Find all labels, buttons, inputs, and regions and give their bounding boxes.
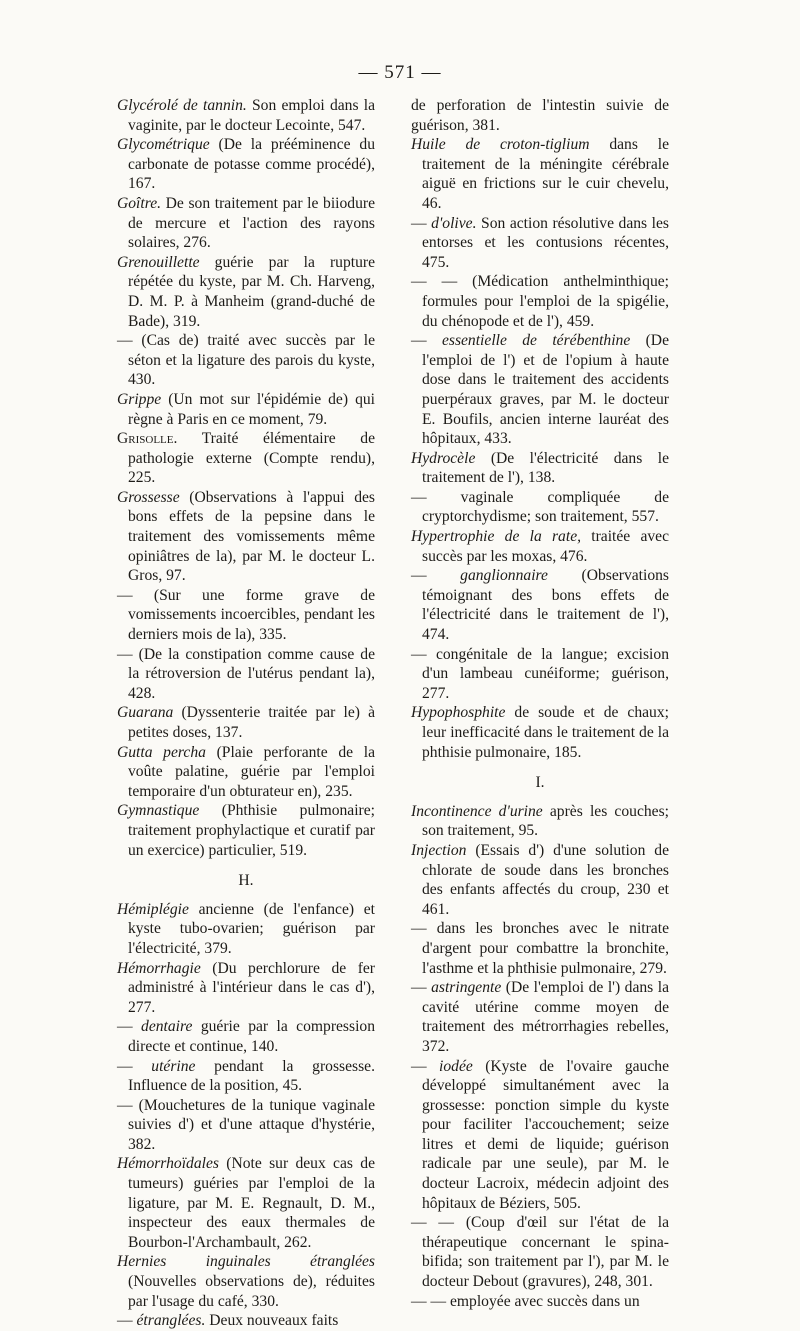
index-entry xyxy=(117,194,375,253)
entry-dash: — xyxy=(411,920,427,938)
entry-text: guérie par la compression directe et continue, 140. xyxy=(128,1018,375,1055)
entry-term: Hémiplégie xyxy=(117,900,189,918)
entry-text: après les couches; son traitement, 95. xyxy=(422,802,669,840)
entry-term: d'olive. xyxy=(431,214,477,232)
entry-text: pendant la grossesse. Influence de la position, 45. xyxy=(128,1057,375,1095)
entry-text: (Plaie perforante de la voûte palatine, guérie par l'emploi temporaire d'un obturateur en), 235. xyxy=(128,743,375,800)
entry-text: (Dyssenterie traitée par le) à petites doses, 137. xyxy=(128,704,375,741)
entry-dash: — xyxy=(411,567,427,585)
index-entry xyxy=(117,645,375,704)
index-entry xyxy=(411,488,669,527)
index-entry xyxy=(411,1057,669,1214)
entry-dash: — — xyxy=(411,273,458,291)
entry-text: Son emploi dans la vaginite, par le docteur Lecointe, 547. xyxy=(128,97,375,134)
section-letter: H. xyxy=(238,872,254,890)
index-entry xyxy=(117,900,375,959)
entry-term: Grippe xyxy=(117,390,162,408)
index-entry xyxy=(117,488,375,586)
left-column xyxy=(117,96,375,1331)
entry-text: (Coup d'œil sur l'état de la thérapeutique concernant le spina-bifida; son traitement par l'), par M. le docteur Debout (gravures), 248, 301. xyxy=(422,1214,669,1291)
index-entry xyxy=(117,1311,375,1331)
entry-dash: — xyxy=(411,214,427,232)
entry-text: employée avec succès dans un xyxy=(450,1292,640,1310)
index-entry xyxy=(117,586,375,645)
entry-text: Traité élémentaire de pathologie externe (Compte rendu), 225. xyxy=(128,430,375,487)
entry-term: Grenouillette xyxy=(117,253,200,271)
index-entry xyxy=(117,801,375,860)
entry-term: Goître. xyxy=(117,194,162,212)
entry-text: dans le traitement de la méningite cérébrale aiguë en frictions sur le cuir chevelu, 46. xyxy=(422,136,669,212)
index-entry xyxy=(117,96,375,135)
entry-term: Glycérolé de tannin. xyxy=(117,97,247,114)
entry-text: (Cas de) traité avec succès par le séton et la ligature des parois du kyste, 430. xyxy=(128,332,375,389)
entry-dash: — — xyxy=(411,1214,454,1232)
index-entry xyxy=(117,390,375,429)
entry-text: (Note sur deux cas de tumeurs) guéries par l'emploi de la ligature, par M. E. Regnault, D. M., inspecteur des eaux thermales de Bourbon-l'Archambault, 262. xyxy=(128,1155,375,1251)
index-entry xyxy=(411,214,669,273)
index-entry xyxy=(117,135,375,194)
index-entry xyxy=(117,429,375,488)
entry-text: (De la prééminence du carbonate de potasse comme procédé), 167. xyxy=(128,136,375,193)
entry-text: guérie par la rupture répétée du kyste, par M. Ch. Harveng, D. M. P. à Manheim (grand-duché de Bade), 319. xyxy=(128,253,375,330)
page-number: — 571 — xyxy=(358,62,442,83)
entry-term: Hernies inguinales étranglées xyxy=(117,1253,375,1271)
entry-term: Hypophosphite xyxy=(411,704,506,722)
index-entry xyxy=(411,527,669,566)
entry-text: Deux nouveaux faits xyxy=(205,1312,339,1330)
entry-dash: — — xyxy=(411,1292,447,1310)
entry-term: Guarana xyxy=(117,704,174,722)
index-entry xyxy=(117,703,375,742)
entry-dash: — xyxy=(411,332,427,350)
entry-text: de soude et de chaux; leur inefficacité dans le traitement de la phthisie pulmonaire, 185. xyxy=(422,704,669,761)
index-entry xyxy=(117,743,375,802)
index-entry xyxy=(411,1292,669,1312)
entry-text: (Médication anthelminthique; formules pour l'emploi de la spigélie, du chénopode et de l'), 459. xyxy=(422,273,670,330)
entry-text: dans les bronches avec le nitrate d'argent pour combattre la bronchite, l'asthme et la phthisie pulmonaire, 279. xyxy=(422,920,669,977)
entry-term: Gymnastique xyxy=(117,802,200,820)
entry-text: (Essais d') d'une solution de chlorate de soude dans les bronches des enfants affectés du croup, 230 et 461. xyxy=(422,841,669,918)
entry-text: ancienne (de l'enfance) et kyste tubo-ovarien; guérison par l'électricité, 379. xyxy=(128,900,375,957)
entry-term: Injection xyxy=(411,841,467,859)
entry-text: de perforation de l'intestin suivie de guérison, 381. xyxy=(411,97,669,134)
entry-text: (Kyste de l'ovaire gauche développé simultanément avec la grossesse: ponction simple du kyste pour faciliter l'accouchement; seize litres et demi de liquide; guérison radicale par une seule), par M. le docteur Lacroix, médecin adjoint des hôpitaux de Béziers, 505. xyxy=(422,1057,669,1212)
entry-text: (De l'emploi de l') dans la cavité utérine comme moyen de traitement des métrorrhagies rebelles, 372. xyxy=(422,979,670,1055)
index-entry xyxy=(411,1213,669,1291)
index-entry xyxy=(117,1252,375,1311)
index-entry xyxy=(411,919,669,978)
entry-term: Hémorrhoïdales xyxy=(117,1155,219,1173)
entry-term: iodée xyxy=(439,1057,473,1075)
index-entry xyxy=(411,978,669,1056)
index-entry xyxy=(411,802,669,841)
entry-text: (Mouchetures de la tunique vaginale suivies d') et d'une attaque d'hystérie, 382. xyxy=(128,1096,375,1153)
entry-term: dentaire xyxy=(141,1018,193,1036)
entry-text: congénitale de la langue; excision d'un lambeau cunéiforme; guérison, 277. xyxy=(422,645,669,702)
entry-dash: — xyxy=(117,586,133,604)
entry-term: Huile de croton-tiglium xyxy=(411,136,590,154)
section-letter: I. xyxy=(535,774,545,792)
entry-text: (Du perchlorure de fer administré à l'intérieur dans le cas d'), 277. xyxy=(128,959,375,1016)
index-entry xyxy=(117,1096,375,1155)
entry-dash: — xyxy=(117,1312,133,1330)
index-entry xyxy=(411,272,669,331)
entry-text: De son traitement par le biiodure de mercure et l'action des rayons solaires, 276. xyxy=(128,194,375,252)
entry-term: étranglées. xyxy=(136,1312,206,1330)
index-entry xyxy=(411,841,669,919)
entry-term: Gutta percha xyxy=(117,743,206,761)
index-entry xyxy=(117,1057,375,1096)
entry-dash: — xyxy=(117,332,133,350)
entry-term: ganglionnaire xyxy=(460,567,548,585)
entry-term: Hydrocèle xyxy=(411,449,476,467)
index-entry xyxy=(117,253,375,331)
entry-dash: — xyxy=(411,979,427,997)
entry-text: (Observations à l'appui des bons effets de la pepsine dans le traitement des vomissements même opiniâtres de la), par M. le docteur L. Gros, 97. xyxy=(128,488,375,585)
index-entry xyxy=(411,96,669,135)
entry-term: Grossesse xyxy=(117,488,180,506)
entry-text: (De la constipation comme cause de la rétroversion de l'utérus pendant la), 428. xyxy=(128,645,376,702)
index-entry xyxy=(411,135,669,213)
index-entry xyxy=(411,449,669,488)
entry-text: traitée avec succès par les moxas, 476. xyxy=(422,528,670,565)
entry-dash: — xyxy=(411,645,427,663)
index-entry xyxy=(117,1017,375,1056)
index-entry xyxy=(411,566,669,644)
entry-term: utérine xyxy=(151,1057,196,1075)
entry-dash: — xyxy=(411,1057,427,1075)
entry-text: Son action résolutive dans les entorses et les contusions récentes, 475. xyxy=(422,214,669,271)
entry-dash: — xyxy=(117,1096,133,1114)
entry-term: Incontinence d'urine xyxy=(411,802,543,820)
entry-term: astringente xyxy=(431,979,502,997)
entry-text: (De l'emploi de l') et de l'opium à haute dose dans le traitement des accidents puerpéraux graves, par M. le docteur E. Boufils, ancien interne lauréat des hôpitaux, 433. xyxy=(422,332,669,448)
entry-text: (De l'électricité dans le traitement de l'), 138. xyxy=(422,449,669,487)
entry-author: Grisolle. xyxy=(117,430,178,448)
right-column xyxy=(411,96,669,1311)
entry-text: (Un mot sur l'épidémie de) qui règne à Paris en ce moment, 79. xyxy=(128,390,375,428)
entry-text: (Phthisie pulmonaire; traitement prophylactique et curatif par un exercice) particulier, 519. xyxy=(128,802,375,859)
index-entry xyxy=(411,703,669,762)
entry-text: vaginale compliquée de cryptorchydisme; son traitement, 557. xyxy=(422,488,669,526)
entry-dash: — xyxy=(117,1018,133,1036)
index-entry xyxy=(411,331,669,449)
entry-term: Hypertrophie de la rate, xyxy=(411,528,582,546)
entry-term: Glycométrique xyxy=(117,136,210,154)
index-entry xyxy=(117,331,375,390)
entry-term: essentielle de térébenthine xyxy=(441,332,631,350)
entry-dash: — xyxy=(411,488,427,506)
index-entry xyxy=(411,645,669,704)
entry-dash: — xyxy=(117,1057,133,1075)
entry-text: (Nouvelles observations de), réduites par l'usage du café, 330. xyxy=(128,1273,375,1310)
entry-text: (Observations témoignant des bons effets de l'électricité dans le traitement de l'), 474. xyxy=(422,567,669,644)
index-entry xyxy=(117,1154,375,1252)
entry-dash: — xyxy=(117,645,133,663)
entry-text: (Sur une forme grave de vomissements incoercibles, pendant les derniers mois de la), 335. xyxy=(128,586,375,644)
index-entry xyxy=(117,959,375,1018)
entry-term: Hémorrhagie xyxy=(117,959,201,977)
